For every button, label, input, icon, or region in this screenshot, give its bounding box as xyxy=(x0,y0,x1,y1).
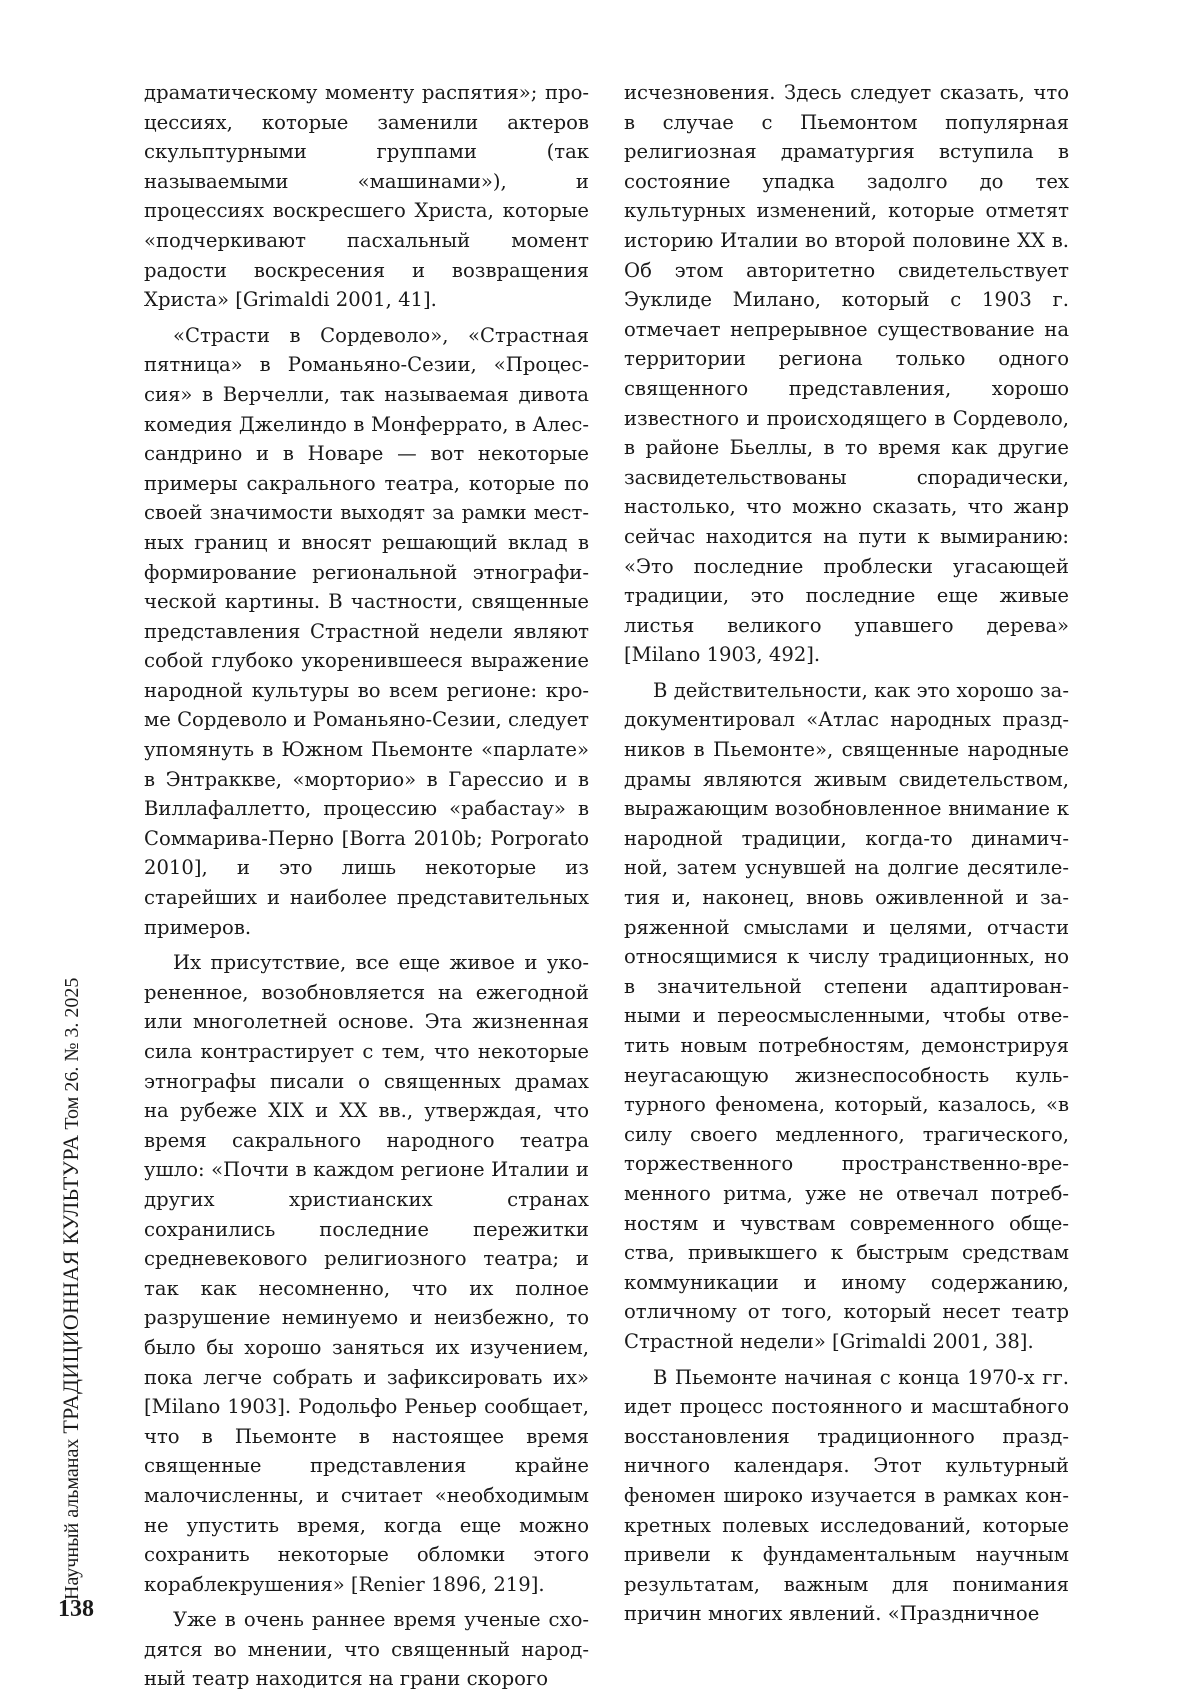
left-column xyxy=(144,78,589,1694)
volume-issue: Том 26. № 3. 2025 xyxy=(61,977,83,1130)
paragraph: исчезновения. Здесь следует сказать, что в случае с Пьемонтом популярная религиозная драматургия вступила в состояние упадка задолго до тех культурных изменений, которые отметят историю Италии во второй половине XX в. Об этом авторитетно свидетельствует Эуклиде Милано, который с 1903 г. отмечает непрерывное существование на территории региона только одного священного представления, хорошо известного и происходящего в Сордеволо, в районе Бьеллы, в то время как другие засвидетельствованы спорадически, настолько, что можно сказать, что жанр сейчас находится на пути к вымиранию: «Это последние проблески угасающей традиции, это последние еще живые листья великого упавшего дерева» [Milano 1903, 492]. xyxy=(624,81,1069,667)
page-number: 138 xyxy=(58,1596,94,1622)
right-column xyxy=(624,78,1069,1629)
series-title: Научный альманах xyxy=(61,1438,83,1600)
running-head xyxy=(58,978,84,1600)
journal-title: ТРАДИЦИОННАЯ КУЛЬТУРА xyxy=(58,1134,83,1434)
paragraph: «Страсти в Сордеволо», «Страстная пятница» в Романьяно-Сезии, «Процессия» в Верчелли, так называемая дивота комедия Джелиндо в Монферрато, в Алессандрино и в Новаре — вот некоторые примеры сакрального театра, которые по своей значимости выходят за рамки местных границ и вносят решающий вклад в формирование региональной этнографической картины. В частности, священные представления Страстной недели являют собой глубоко укоренившееся выражение народной культуры во всем регионе: кроме Сордеволо и Романьяно-Сезии, следует упомянуть в Южном Пьемонте «парлате» в Энтраккве, «морторио» в Гарессио и в Виллафаллетто, процессию «рабастау» в Соммарива-Перно [Borra 2010b; Porporato 2010], и это лишь некоторые из старейших и наиболее представительных примеров. xyxy=(144,323,590,939)
paragraph: драматическому моменту распятия»; процессиях, которые заменили актеров скульптурными группами (так называемыми «машинами»), и процессиях воскресшего Христа, которые «подчеркивают пасхальный момент радости воскресения и возвращения Христа» [Grimaldi 2001, 41]. xyxy=(144,81,589,312)
paragraph: Уже в очень раннее время ученые сходятся во мнении, что священный народный театр находится на грани скорого xyxy=(144,1608,589,1691)
paragraph: В Пьемонте начиная с конца 1970-х гг. идет процесс постоянного и масштабного восстановления традиционного праздничного календаря. Этот культурный феномен широко изучается в рамках конкретных полевых исследований, которые привели к фундаментальным научным результатам, важным для понимания причин многих явлений. «Праздничное xyxy=(624,1365,1069,1626)
paragraph: Их присутствие, все еще живое и укорененное, возобновляется на ежегодной или многолетней основе. Эта жизненная сила контрастирует с тем, что некоторые этнографы писали о священных драмах на рубеже XIX и XX вв., утверждая, что время сакрального народного театра ушло: «Почти в каждом регионе Италии и других христианских странах сохранились последние пережитки средневекового религиозного театра; и так как несомненно, что их полное разрушение неминуемо и неизбежно, то было бы хорошо заняться их изучением, пока легче собрать и зафиксировать их» [Milano 1903]. Родольфо Реньер сообщает, что в Пьемонте в настоящее время священные представления крайне малочисленны, и считает «необходимым не упустить время, когда еще можно сохранить некоторые обломки этого кораблекрушения» [Renier 1896, 219]. xyxy=(144,951,589,1596)
paragraph: В действительности, как это хорошо задокументировал «Атлас народных праздников в Пьемонте», священные народные драмы являются живым свидетельством, выражающим возобновленное внимание к народной традиции, когда-то динамичной, затем уснувшей на долгие десятилетия и, наконец, вновь оживленной и заряженной смыслами и целями, отчасти относящимися к числу традиционных, но в значительной степени адаптированными и переосмысленными, чтобы ответить новым потребностям, демонстрируя неугасающую жизнеспособность культурного феномена, который, казалось, «в силу своего медленного, трагического, торжественного пространственно-временного ритма, уже не отвечал потребностям и чувствам современного общества, привыкшего к быстрым средствам коммуникации и иному содержанию, отличному от того, который несет театр Страстной недели» [Grimaldi 2001, 38]. xyxy=(624,678,1069,1353)
